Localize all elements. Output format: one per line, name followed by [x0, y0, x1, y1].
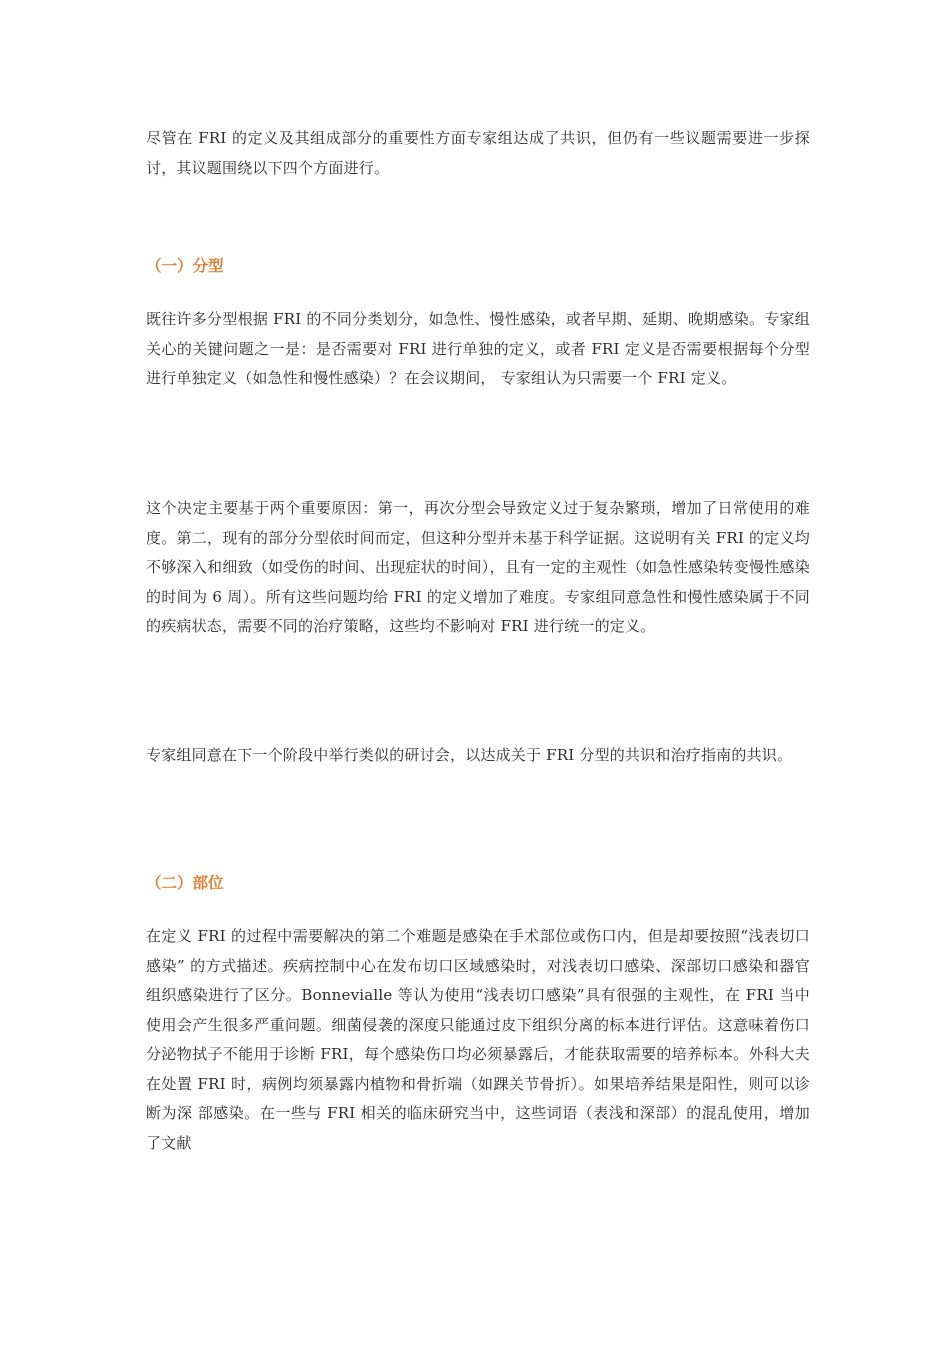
classification-paragraph-2: 这个决定主要基于两个重要原因：第一，再次分型会导致定义过于复杂繁琐，增加了日常使用的难度。第二，现有的部分分型依时间而定，但这种分型并未基于科学证据。这说明有关 FRI 的定义均不够深入和细致（如受伤的时间、出现症状的时间），且有一定的主观性（如急性感染转变慢性感染的时间为 6 周）。所有这些问题均给 FRI 的定义增加了难度。专家组同意急性和慢性感染属于不同的疾病状态，需要不同的治疗策略，这些均不影响对 FRI 进行统一的定义。: [146, 499, 810, 635]
intro-paragraph: 尽管在 FRI 的定义及其组成部分的重要性方面专家组达成了共识，但仍有一些议题需要进一步探讨，其议题围绕以下四个方面进行。: [146, 129, 810, 177]
classification-paragraph-1: 既往许多分型根据 FRI 的不同分类划分，如急性、慢性感染，或者早期、延期、晚期感染。专家组关心的关键问题之一是：是否需要对 FRI 进行单独的定义，或者 FRI 定义是否需要根据每个分型进行单独定义（如急性和慢性感染）？在会议期间， 专家组认为只需要一个 FRI 定义。: [146, 310, 810, 387]
classification-paragraph-3: 专家组同意在下一个阶段中举行类似的研讨会，以达成关于 FRI 分型的共识和治疗指南的共识。: [146, 746, 793, 764]
section-heading-location: （二）部位: [146, 874, 224, 892]
section-heading-classification: （一）分型: [146, 257, 224, 275]
location-paragraph-1: 在定义 FRI 的过程中需要解决的第二个难题是感染在手术部位或伤口内，但是却要按照“浅表切口感染” 的方式描述。疾病控制中心在发布切口区域感染时，对浅表切口感染、深部切口感染和器官组织感染进行了区分。Bonnevialle 等认为使用“浅表切口感染”具有很强的主观性，在 FRI 当中使用会产生很多严重问题。细菌侵袭的深度只能通过皮下组织分离的标本进行评估。这意味着伤口分泌物拭子不能用于诊断 FRI，每个感染伤口均必须暴露后，才能获取需要的培养标本。外科大夫在处置 FRI 时，病例均须暴露内植物和骨折端（如踝关节骨折）。如果培养结果是阳性，则可以诊断为深 部感染。在一些与 FRI 相关的临床研究当中，这些词语（表浅和深部）的混乱使用，增加了文献: [146, 927, 810, 1152]
